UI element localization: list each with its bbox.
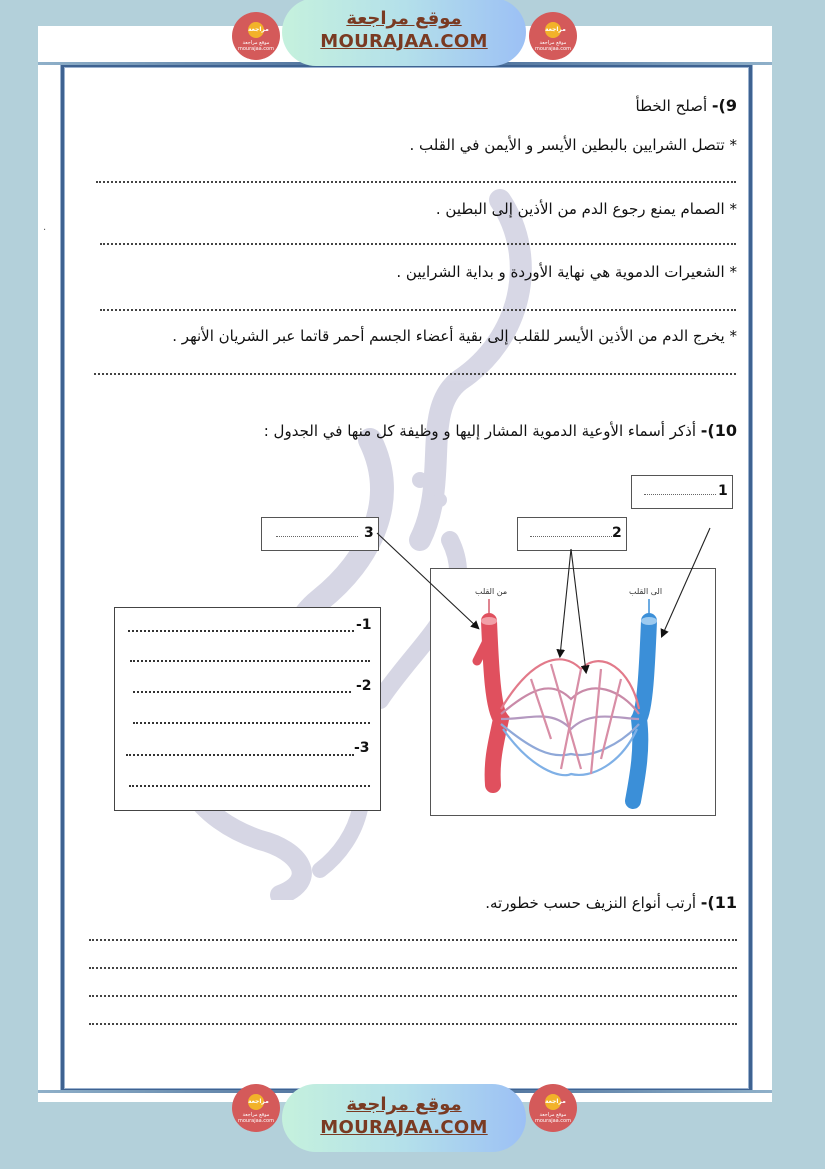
q9-statement-1: * تتصل الشرايين بالبطين الأيسر و الأيمن في القلب . <box>409 136 737 154</box>
answer-2-number: -2 <box>356 678 372 694</box>
question-9-title: أصلح الخطأ <box>635 97 708 115</box>
site-logo-icon: مراجعة <box>545 1094 561 1110</box>
q11-answer-line-2[interactable] <box>89 967 737 969</box>
label-to-heart: الى القلب <box>629 587 663 596</box>
site-logo-icon: مراجعة <box>545 22 561 38</box>
question-10-number: 10)- <box>700 421 737 440</box>
question-11-number: 11)- <box>700 893 737 912</box>
q11-answer-line-4[interactable] <box>89 1023 737 1025</box>
q11-answer-line-3[interactable] <box>89 995 737 997</box>
answer-3-number: -3 <box>354 740 370 756</box>
badge-caption: موقع مراجعة mourajaa.com <box>534 1112 571 1124</box>
label-from-heart: من القلب <box>475 587 508 596</box>
question-11-title: أرتب أنواع النزيف حسب خطورته. <box>485 894 696 912</box>
vessel-3-number: 3 <box>364 525 374 541</box>
site-name-arabic[interactable]: موقع مراجعة <box>346 8 462 29</box>
site-name-arabic[interactable]: موقع مراجعة <box>346 1094 462 1115</box>
question-11-heading <box>485 893 737 912</box>
site-badge-left-footer[interactable] <box>232 1084 280 1132</box>
q11-answer-line-1[interactable] <box>89 939 737 941</box>
q9-statement-2: * الصمام يمنع رجوع الدم من الأذين إلى البطين . <box>435 200 737 218</box>
site-banner-bottom[interactable] <box>282 1084 526 1152</box>
question-10-title: أذكر أسماء الأوعية الدموية المشار إليها و وظيفة كل منها في الجدول : <box>263 422 696 440</box>
q9-statement-4: * يخرج الدم من الأذين الأيسر للقلب إلى بقية أعضاء الجسم أحمر قاتما عبر الشريان الأنهر . <box>172 327 737 345</box>
site-logo-icon: مراجعة <box>248 1094 264 1110</box>
site-name-english[interactable]: MOURAJAA.COM <box>320 31 488 52</box>
q9-statement-3: * الشعيرات الدموية هي نهاية الأوردة و بداية الشرايين . <box>396 263 737 281</box>
stray-mark: . <box>43 222 47 233</box>
question-9-number: 9)- <box>711 96 737 115</box>
site-name-english[interactable]: MOURAJAA.COM <box>320 1117 488 1138</box>
badge-caption: موقع مراجعة mourajaa.com <box>534 40 571 52</box>
vessel-2-number: 2 <box>612 525 622 541</box>
site-badge-right-footer[interactable] <box>529 1084 577 1132</box>
badge-caption: موقع مراجعة mourajaa.com <box>237 1112 274 1124</box>
answer-1-number: -1 <box>356 617 372 633</box>
site-logo-icon: مراجعة <box>248 22 264 38</box>
vessel-1-number: 1 <box>718 483 728 499</box>
badge-caption: موقع مراجعة mourajaa.com <box>237 40 274 52</box>
